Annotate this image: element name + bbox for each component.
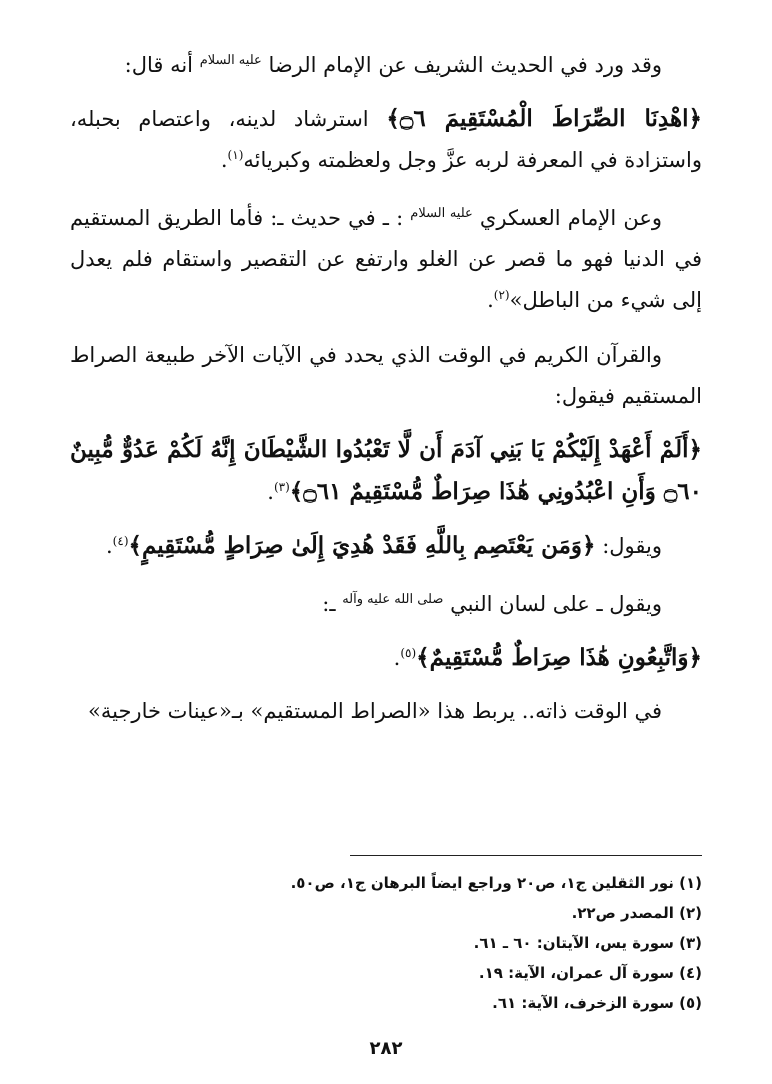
paragraph-5: [70, 429, 702, 513]
p8-verse: ﴿وَاتَّبِعُونِ هَٰذَا صِرَاطٌ مُّسْتَقِيمٌ﴾: [416, 644, 702, 671]
p2-end: .: [220, 148, 228, 172]
footnote-item: (٢) المصدر ص٢٢.: [571, 904, 702, 922]
p7-lead: ويقول ـ على لسان النبي: [450, 592, 662, 616]
p8-end: .: [393, 646, 401, 670]
p3-end: .: [487, 288, 494, 312]
paragraph-9: [70, 691, 702, 732]
paragraph-8: [70, 637, 702, 679]
p4-text: والقرآن الكريم في الوقت الذي يحدد في الآيات الآخر طبيعة الصراط المستقيم فيقول:: [70, 343, 702, 408]
p7-honorific: صلى الله عليه وآله: [342, 592, 444, 607]
paragraph-4: [70, 335, 702, 417]
paragraph-1: [70, 40, 702, 86]
p9-text: في الوقت ذاته.. يربط هذا «الصراط المستقيم» بـ«عينات خارجية»: [88, 699, 662, 723]
p6-end: .: [105, 534, 113, 558]
page-number: ٢٨٢: [369, 1038, 403, 1059]
page-body: [70, 40, 702, 744]
p1-tail: أنه قال:: [124, 53, 194, 77]
footnotes: [70, 868, 702, 1018]
p5-verse: ﴿أَلَمْ أَعْهَدْ إِلَيْكُمْ يَا بَنِي آدَمَ أَن لَّا تَعْبُدُوا الشَّيْطَانَ إِنَّهُ لَكُمْ عَدُوٌّ مُّبِينٌ ۝٦٠ وَأَنِ اعْبُدُونِي هَٰذَا صِرَاطٌ مُّسْتَقِيمٌ ۝٦١﴾: [70, 436, 702, 505]
footnote-item: (١) نور الثقلين ج١، ص٢٠ وراجع ايضاً البرهان ج١، ص٥٠.: [290, 874, 702, 892]
p2-text: استرشاد لدينه، واعتصام بحبله، واستزادة في المعرفة لربه عزَّ وجل ولعظمته وكبريائه: [70, 107, 702, 172]
p6-footnote-ref: (٤): [112, 534, 129, 548]
p8-footnote-ref: (٥): [400, 646, 417, 660]
p3-lead: وعن الإمام العسكري: [479, 206, 662, 230]
p1-honorific: عليه السلام: [199, 53, 262, 68]
paragraph-3: [70, 193, 702, 321]
paragraph-7: [70, 579, 702, 625]
footnote-divider: [350, 855, 702, 856]
p1-lead: وقد ورد في الحديث الشريف عن الإمام الرضا: [268, 53, 662, 77]
p7-tail: ـ:: [322, 592, 336, 616]
footnote-item: (٤) سورة آل عمران، الآية: ١٩.: [478, 964, 702, 982]
paragraph-2: [70, 98, 702, 181]
p2-verse: ﴿اهْدِنَا الصِّرَاطَ الْمُسْتَقِيمَ ۝٦﴾: [386, 105, 703, 132]
footnote-item: (٥) سورة الزخرف، الآية: ٦١.: [492, 994, 702, 1012]
p5-footnote-ref: (٣): [273, 480, 290, 494]
paragraph-6: [70, 525, 702, 567]
p6-lead: ويقول:: [602, 534, 662, 558]
p3-honorific: عليه السلام: [410, 206, 473, 221]
p6-verse: ﴿وَمَن يَعْتَصِم بِاللَّهِ فَقَدْ هُدِيَ إِلَىٰ صِرَاطٍ مُّسْتَقِيمٍ﴾: [128, 532, 596, 559]
p3-text: : ـ في حديث ـ: فأما الطريق المستقيم في الدنيا فهو ما قصر عن الغلو وارتفع عن التقصير واستقام فلم يعدل إلى شيء من الباطل»: [70, 206, 702, 312]
p5-end: .: [267, 480, 274, 504]
footnote-item: (٣) سورة يس، الآيتان: ٦٠ ـ ٦١.: [473, 934, 702, 952]
p3-footnote-ref: (٢): [493, 288, 510, 302]
p2-footnote-ref: (١): [227, 148, 244, 162]
